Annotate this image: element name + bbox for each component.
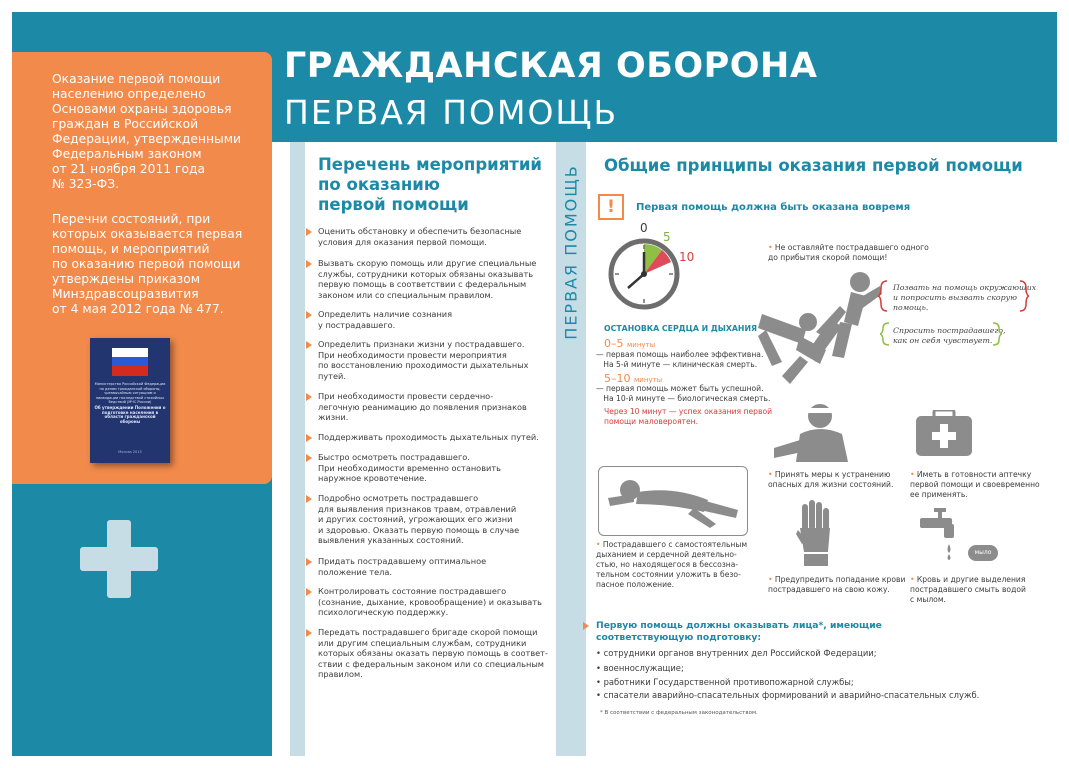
- range-0-5: 0–5 минуты: [604, 337, 656, 350]
- rescuer-item: • спасатели аварийно-спасательных формирований и аварийно-спасательных служб.: [596, 690, 980, 700]
- rescuers-heading: Первую помощь должны оказывать лица*, имеющие соответствующую подготовку:: [596, 620, 882, 643]
- book-imprint: Москва 2015: [118, 450, 142, 454]
- rescuer-item: • сотрудники органов внутренних дел Российской Федерации;: [596, 648, 877, 658]
- intro-text-order: Перечни состояний, при которых оказывается первая помощь, и мероприятий по оказанию первой помощи утверждены приказом Минздравсоцразвития от 4 мая 2012 года № 477.: [52, 212, 243, 316]
- page-title: ГРАЖДАНСКАЯ ОБОРОНА: [284, 46, 818, 86]
- range-5-10: 5–10 минуты: [604, 372, 663, 385]
- range-5-10-text: — первая помощь может быть успешной. На 10-й минуте — биологическая смерть.: [596, 384, 771, 403]
- measure-item: Контролировать состояние пострадавшего (сознание, дыхание, кровообращение) и оказывать психологическую поддержку.: [318, 586, 543, 618]
- page-subtitle: ПЕРВАЯ ПОМОЩЬ: [284, 93, 619, 132]
- late-warning-text: Через 10 минут — успех оказания первой помощи маловероятен.: [604, 407, 773, 426]
- measure-item: Вызвать скорую помощь или другие специальные службы, сотрудники которых обязаны оказывать первую помощь в соответствии с федеральным законом или со специальным правилом.: [318, 258, 543, 300]
- book-cover: [90, 338, 170, 463]
- not-alone-text: • Не оставляйте пострадавшего одного до прибытия скорой помощи!: [768, 243, 929, 262]
- rescuer-item: • военнослужащие;: [596, 663, 684, 673]
- gloves-text: • Предупредить попадание крови пострадавшего на свою кожу.: [768, 575, 906, 594]
- call-help-note: Позвать на помощь окружающих и попросить вызвать скорую помощь.: [893, 283, 1037, 312]
- arrow-icon: [306, 311, 312, 319]
- plus-icon: [80, 520, 158, 598]
- recovery-position-text: • Пострадавшего с самостоятельным дыханием и сердечной деятельно- стью, но находящегося в бессозна- тельном состоянии уложить в безо- пасное положение.: [596, 540, 748, 589]
- emblem-icon: [112, 348, 148, 376]
- first-aid-kit-icon: [916, 410, 972, 456]
- measure-item: При необходимости провести сердечно- легочную реанимацию до появления признаков жизни.: [318, 391, 543, 423]
- arrow-icon: [306, 495, 312, 503]
- arrow-icon: [306, 228, 312, 236]
- arrow-icon: [306, 434, 312, 442]
- bracket-icon: [992, 322, 1002, 346]
- vertical-label: ПЕРВАЯ ПОМОЩЬ: [561, 164, 581, 340]
- clock-label-10: 10: [679, 250, 695, 264]
- measure-item: Быстро осмотреть пострадавшего. При необходимости временно остановить наружное кровотечение.: [318, 452, 543, 484]
- recovery-position-icon: [604, 474, 744, 530]
- arrow-icon: [306, 558, 312, 566]
- bandaged-arm-icon: [772, 400, 854, 462]
- arrow-icon: [583, 622, 589, 630]
- gloves-icon: [796, 500, 834, 566]
- ask-victim-note: Спросить пострадавшего, как он себя чувствует.: [893, 326, 1006, 345]
- measure-item: Определить признаки жизни у пострадавшего. При необходимости провести мероприятия по восстановлению проходимости дыхательных путей.: [318, 339, 543, 381]
- book-title: Об утверждении Положения о подготовке населения в области гражданской обороны: [94, 405, 166, 424]
- left-blue-panel: [12, 470, 272, 756]
- arrow-icon: [306, 588, 312, 596]
- measure-item: Поддерживать проходимость дыхательных путей.: [318, 432, 543, 443]
- bracket-icon: [878, 280, 888, 312]
- soap-icon: мыло: [968, 545, 998, 561]
- measure-item: Придать пострадавшему оптимальное положение тела.: [318, 556, 543, 577]
- warning-icon: [598, 194, 624, 220]
- clock-label-5: 5: [663, 230, 671, 244]
- wash-text: • Кровь и другие выделения пострадавшего смыть водой с мылом.: [910, 575, 1026, 604]
- arrow-icon: [306, 260, 312, 268]
- exclamation-mark: !: [607, 197, 615, 217]
- range-0-5-text: — первая помощь наиболее эффективна. На 5-й минуте — клиническая смерть.: [596, 350, 764, 369]
- first-aid-kit-text: • Иметь в готовности аптечку первой помощи и своевременно ее применять.: [910, 470, 1040, 499]
- intro-text-law: Оказание первой помощи населению определено Основами охраны здоровья граждан в Российской Федерации, утвержденными Федеральным законом от 21 ноября 2011 года № 323-ФЗ.: [52, 72, 241, 191]
- principles-title: Общие принципы оказания первой помощи: [604, 156, 1023, 175]
- measure-item: Определить наличие сознания у пострадавшего.: [318, 309, 543, 330]
- book-publisher: Министерство Российской Федерации по делам гражданской обороны, чрезвычайным ситуациям и ликвидации последствий стихийных бедствий (МЧС России): [94, 382, 166, 404]
- arrow-icon: [306, 454, 312, 462]
- bracket-icon: [880, 322, 890, 346]
- measures-title: Перечень мероприятий по оказанию первой помощи: [318, 155, 542, 214]
- cardiac-arrest-heading: ОСТАНОВКА СЕРДЦА И ДЫХАНИЯ: [604, 324, 757, 333]
- bracket-icon: [1019, 280, 1029, 312]
- arrow-icon: [306, 629, 312, 637]
- measure-item: Оценить обстановку и обеспечить безопасные условия для оказания первой помощи.: [318, 226, 543, 247]
- column-strip-left: [290, 142, 305, 756]
- arrow-icon: [306, 341, 312, 349]
- measure-item: Передать пострадавшего бригаде скорой помощи или другим специальным службам, сотрудники которых обязаны оказать первую помощь в соответ- ствии с федеральным законом или со специальным правилом.: [318, 627, 543, 680]
- rescuer-icon: [756, 266, 882, 386]
- rescuer-item: • работники Государственной противопожарной службы;: [596, 677, 854, 687]
- measure-item: Подробно осмотреть пострадавшего для выявления признаков травм, отравлений и других состояний, угрожающих его жизни и здоровью. Оказать первую помощь в случае выявления указанных состояний.: [318, 493, 543, 546]
- clock-icon: [604, 218, 700, 314]
- danger-text: • Принять меры к устранению опасных для жизни состояний.: [768, 470, 894, 489]
- footnote: * В соответствии с федеральным законодательством.: [600, 710, 758, 716]
- arrow-icon: [306, 393, 312, 401]
- faucet-icon: [920, 508, 964, 560]
- clock-label-0: 0: [640, 221, 648, 235]
- timely-heading: Первая помощь должна быть оказана вовремя: [636, 202, 911, 213]
